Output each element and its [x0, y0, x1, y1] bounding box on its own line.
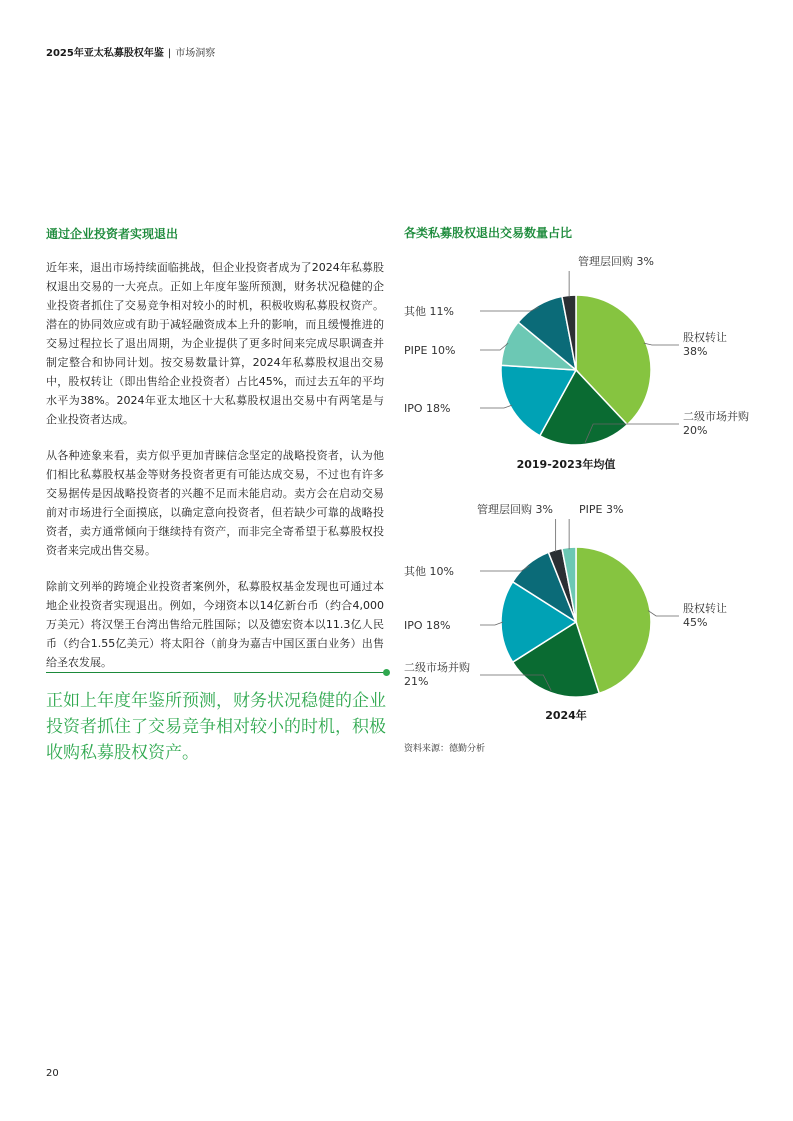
- slice-label: 其他 10%: [404, 565, 454, 578]
- slice-label: IPO 18%: [404, 619, 451, 632]
- section-name: 市场洞察: [175, 48, 216, 59]
- leader-line: [644, 343, 679, 345]
- leader-line: [480, 405, 512, 408]
- pie-charts: [400, 245, 793, 735]
- leader-line: [480, 566, 529, 571]
- section-title: 通过企业投资者实现退出: [46, 227, 179, 241]
- chart-title: 各类私募股权退出交易数量占比: [404, 226, 573, 240]
- pie-title: 2024年: [545, 709, 587, 722]
- pull-quote: 正如上年度年鉴所预测，财务状况稳健的企业投资者抓住了交易竞争相对较小的时机，积极收购私募股权资产。: [46, 691, 386, 763]
- body-column: [46, 225, 384, 689]
- slice-label: 股权转让 45%: [683, 602, 727, 629]
- slice-label: 二级市场并购 21%: [404, 661, 470, 688]
- report-title: 2025年亚太私募股权年鉴: [46, 48, 164, 59]
- slice-label: 其他 11%: [404, 305, 454, 318]
- slice-label: PIPE 3%: [579, 503, 624, 516]
- page-number: 20: [46, 1068, 59, 1079]
- slice-label: 管理层回购 3%: [578, 255, 654, 268]
- slice-label: 股权转让 38%: [683, 331, 727, 358]
- pie-title: 2019-2023年均值: [516, 458, 616, 471]
- header-separator: |: [167, 48, 172, 59]
- leader-line: [648, 611, 679, 616]
- slice-label: 管理层回购 3%: [477, 503, 553, 516]
- running-header: [46, 44, 215, 59]
- source-note: 资料来源：德勤分析: [404, 744, 486, 754]
- slice-label: IPO 18%: [404, 402, 451, 415]
- divider-dot: [383, 669, 390, 676]
- paragraph-3: 除前文列举的跨境企业投资者案例外，私募股权基金发现也可通过本地企业投资者实现退出。例如，今翊资本以14亿新台币（约合4,000万美元）将汉堡王台湾出售给元胜国际；以及德宏资本以11.3亿人民币（约合1.55亿美元）将太阳谷（前身为嘉吉中国区蛋白业务）出售给圣农发展。: [46, 580, 384, 669]
- quote-divider: [46, 672, 384, 673]
- paragraph-1: 近年来，退出市场持续面临挑战，但企业投资者成为了2024年私募股权退出交易的一大亮点。正如上年度年鉴所预测，财务状况稳健的企业投资者抓住了交易竞争相对较小的时机，积极收购私募股权资产。潜在的协同效应或有助于减轻融资成本上升的影响，而且缓慢推进的交易过程拉长了退出周期，为企业提供了更多时间来完成尽职调查并制定整合和协同计划。按交易数量计算，2024年私募股权退出交易中，股权转让（即出售给企业投资者）占比45%，而过去五年的平均水平为38%。2024年亚太地区十大私募股权退出交易中有两笔是与企业投资者达成。: [46, 261, 384, 426]
- leader-line: [480, 622, 503, 625]
- paragraph-2: 从各种迹象来看，卖方似乎更加青睐信念坚定的战略投资者，认为他们相比私募股权基金等财务投资者更有可能达成交易，不过也有许多交易据传是因战略投资者的兴趣不足而未能启动。卖方会在启动交易前对市场进行全面摸底，以确定意向投资者，但若缺少可靠的战略投资者，卖方通常倾向于继续持有资产，而非完全寄希望于私募股权投资者来完成出售交易。: [46, 449, 384, 557]
- slice-label: 二级市场并购 20%: [683, 410, 749, 437]
- slice-label: PIPE 10%: [404, 344, 456, 357]
